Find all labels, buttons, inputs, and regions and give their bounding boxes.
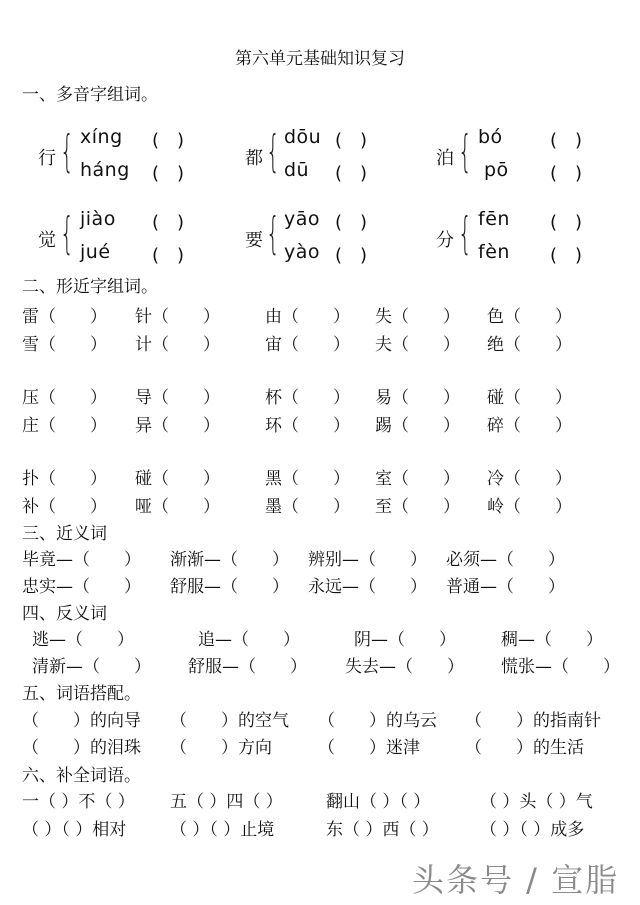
collocation-item[interactable]: （ ）的指南针 xyxy=(465,711,601,731)
similar-char-item[interactable]: 易（ ） xyxy=(375,388,460,408)
similar-char-item[interactable]: 杯（ ） xyxy=(265,388,350,408)
antonym-item[interactable]: 追—（ ） xyxy=(198,630,300,650)
polyphone-char: 分 xyxy=(436,230,454,251)
synonym-item[interactable]: 必须—（ ） xyxy=(446,550,565,570)
similar-char-item[interactable]: 室（ ） xyxy=(375,469,460,489)
antonym-item[interactable]: 阴—（ ） xyxy=(354,630,456,650)
section-heading-antonyms: 四、反义词 xyxy=(22,604,107,624)
similar-char-item[interactable]: 至（ ） xyxy=(375,497,460,517)
similar-char-item[interactable]: 补（ ） xyxy=(22,497,107,517)
pinyin-bottom: yào xyxy=(284,241,321,263)
complete-word-item[interactable]: 五（ ）四（ ） xyxy=(170,792,283,812)
similar-char-item[interactable]: 碰（ ） xyxy=(135,469,220,489)
pinyin-bottom: fèn xyxy=(478,241,510,263)
antonym-item[interactable]: 逃—（ ） xyxy=(32,630,134,650)
collocation-item[interactable]: （ ）方向 xyxy=(170,738,272,758)
answer-blank[interactable]: ( ) xyxy=(152,163,185,184)
similar-char-item[interactable]: 异（ ） xyxy=(135,416,220,436)
answer-blank[interactable]: ( ) xyxy=(335,212,368,233)
pinyin-top: fēn xyxy=(478,208,510,230)
antonym-item[interactable]: 失去—（ ） xyxy=(345,657,464,677)
collocation-item[interactable]: （ ）的空气 xyxy=(170,711,289,731)
similar-char-item[interactable]: 色（ ） xyxy=(487,307,572,327)
complete-word-item[interactable]: （ ）（ ）止境 xyxy=(170,820,275,840)
brace-icon: { xyxy=(458,126,472,177)
answer-blank[interactable]: ( ) xyxy=(152,130,185,151)
pinyin-top: dōu xyxy=(284,126,322,148)
synonym-item[interactable]: 毕竟—（ ） xyxy=(22,550,141,570)
synonym-item[interactable]: 忠实—（ ） xyxy=(22,577,141,597)
polyphone-char: 要 xyxy=(245,230,263,251)
complete-word-item[interactable]: （ ）头（ ）气 xyxy=(480,792,593,812)
answer-blank[interactable]: ( ) xyxy=(152,245,185,266)
polyphone-char: 行 xyxy=(38,148,56,169)
similar-char-item[interactable]: 岭（ ） xyxy=(487,497,572,517)
answer-blank[interactable]: ( ) xyxy=(152,212,185,233)
answer-blank[interactable]: ( ) xyxy=(550,130,583,151)
antonym-item[interactable]: 慌张—（ ） xyxy=(501,657,620,677)
collocation-item[interactable]: （ ）的生活 xyxy=(465,738,584,758)
similar-char-item[interactable]: 导（ ） xyxy=(135,388,220,408)
watermark: 头条号 / 宣脂 xyxy=(412,861,620,899)
pinyin-bottom: pō xyxy=(484,159,509,181)
similar-char-item[interactable]: 雷（ ） xyxy=(22,307,107,327)
polyphone-char: 觉 xyxy=(38,230,56,251)
answer-blank[interactable]: ( ) xyxy=(335,130,368,151)
pinyin-top: yāo xyxy=(284,208,321,230)
synonym-item[interactable]: 舒服—（ ） xyxy=(170,577,289,597)
synonym-item[interactable]: 渐渐—（ ） xyxy=(170,550,289,570)
brace-icon: { xyxy=(60,126,74,177)
similar-char-item[interactable]: 环（ ） xyxy=(265,416,350,436)
similar-char-item[interactable]: 压（ ） xyxy=(22,388,107,408)
similar-char-item[interactable]: 扑（ ） xyxy=(22,469,107,489)
polyphone-char: 都 xyxy=(245,148,263,169)
similar-char-item[interactable]: 宙（ ） xyxy=(265,335,350,355)
answer-blank[interactable]: ( ) xyxy=(550,163,583,184)
pinyin-top: bó xyxy=(478,126,503,148)
pinyin-top: jiào xyxy=(80,208,116,230)
answer-blank[interactable]: ( ) xyxy=(335,163,368,184)
similar-char-item[interactable]: 冷（ ） xyxy=(487,469,572,489)
similar-char-item[interactable]: 由（ ） xyxy=(265,307,350,327)
section-heading-synonyms: 三、近义词 xyxy=(22,524,107,544)
synonym-item[interactable]: 永远—（ ） xyxy=(308,577,427,597)
collocation-item[interactable]: （ ）迷津 xyxy=(318,738,420,758)
section-heading-polyphones: 一、多音字组词。 xyxy=(22,85,158,105)
answer-blank[interactable]: ( ) xyxy=(550,212,583,233)
pinyin-top: xíng xyxy=(80,126,123,148)
similar-char-item[interactable]: 针（ ） xyxy=(135,307,220,327)
collocation-item[interactable]: （ ）的泪珠 xyxy=(22,738,141,758)
answer-blank[interactable]: ( ) xyxy=(550,245,583,266)
polyphone-char: 泊 xyxy=(436,148,454,169)
brace-icon: { xyxy=(266,208,280,259)
brace-icon: { xyxy=(60,208,74,259)
collocation-item[interactable]: （ ）的向导 xyxy=(22,711,141,731)
similar-char-item[interactable]: 哑（ ） xyxy=(135,497,220,517)
complete-word-item[interactable]: 东（ ）西（ ） xyxy=(326,820,439,840)
pinyin-bottom: háng xyxy=(80,159,130,181)
pinyin-bottom: dū xyxy=(284,159,310,181)
section-heading-similar-chars: 二、形近字组词。 xyxy=(22,277,158,297)
similar-char-item[interactable]: 踢（ ） xyxy=(375,416,460,436)
antonym-item[interactable]: 清新—（ ） xyxy=(32,657,151,677)
similar-char-item[interactable]: 失（ ） xyxy=(375,307,460,327)
similar-char-item[interactable]: 夫（ ） xyxy=(375,335,460,355)
similar-char-item[interactable]: 计（ ） xyxy=(135,335,220,355)
antonym-item[interactable]: 稠—（ ） xyxy=(501,630,603,650)
brace-icon: { xyxy=(266,126,280,177)
similar-char-item[interactable]: 墨（ ） xyxy=(265,497,350,517)
similar-char-item[interactable]: 庄（ ） xyxy=(22,416,107,436)
similar-char-item[interactable]: 绝（ ） xyxy=(487,335,572,355)
similar-char-item[interactable]: 碰（ ） xyxy=(487,388,572,408)
brace-icon: { xyxy=(458,208,472,259)
section-heading-complete-words: 六、补全词语。 xyxy=(22,766,141,786)
synonym-item[interactable]: 普通—（ ） xyxy=(446,577,565,597)
complete-word-item[interactable]: （ ）（ ）相对 xyxy=(22,820,127,840)
complete-word-item[interactable]: （ ）（ ）成多 xyxy=(480,820,585,840)
similar-char-item[interactable]: 黑（ ） xyxy=(265,469,350,489)
answer-blank[interactable]: ( ) xyxy=(335,245,368,266)
pinyin-bottom: jué xyxy=(80,241,111,263)
page-title: 第六单元基础知识复习 xyxy=(235,49,405,69)
similar-char-item[interactable]: 碎（ ） xyxy=(487,416,572,436)
similar-char-item[interactable]: 雪（ ） xyxy=(22,335,107,355)
section-heading-collocation: 五、词语搭配。 xyxy=(22,684,141,704)
synonym-item[interactable]: 辨别—（ ） xyxy=(308,550,427,570)
complete-word-item[interactable]: 一（ ）不（ ） xyxy=(22,792,135,812)
complete-word-item[interactable]: 翻山（ ）（ ） xyxy=(326,792,431,812)
collocation-item[interactable]: （ ）的乌云 xyxy=(318,711,437,731)
antonym-item[interactable]: 舒服—（ ） xyxy=(188,657,307,677)
